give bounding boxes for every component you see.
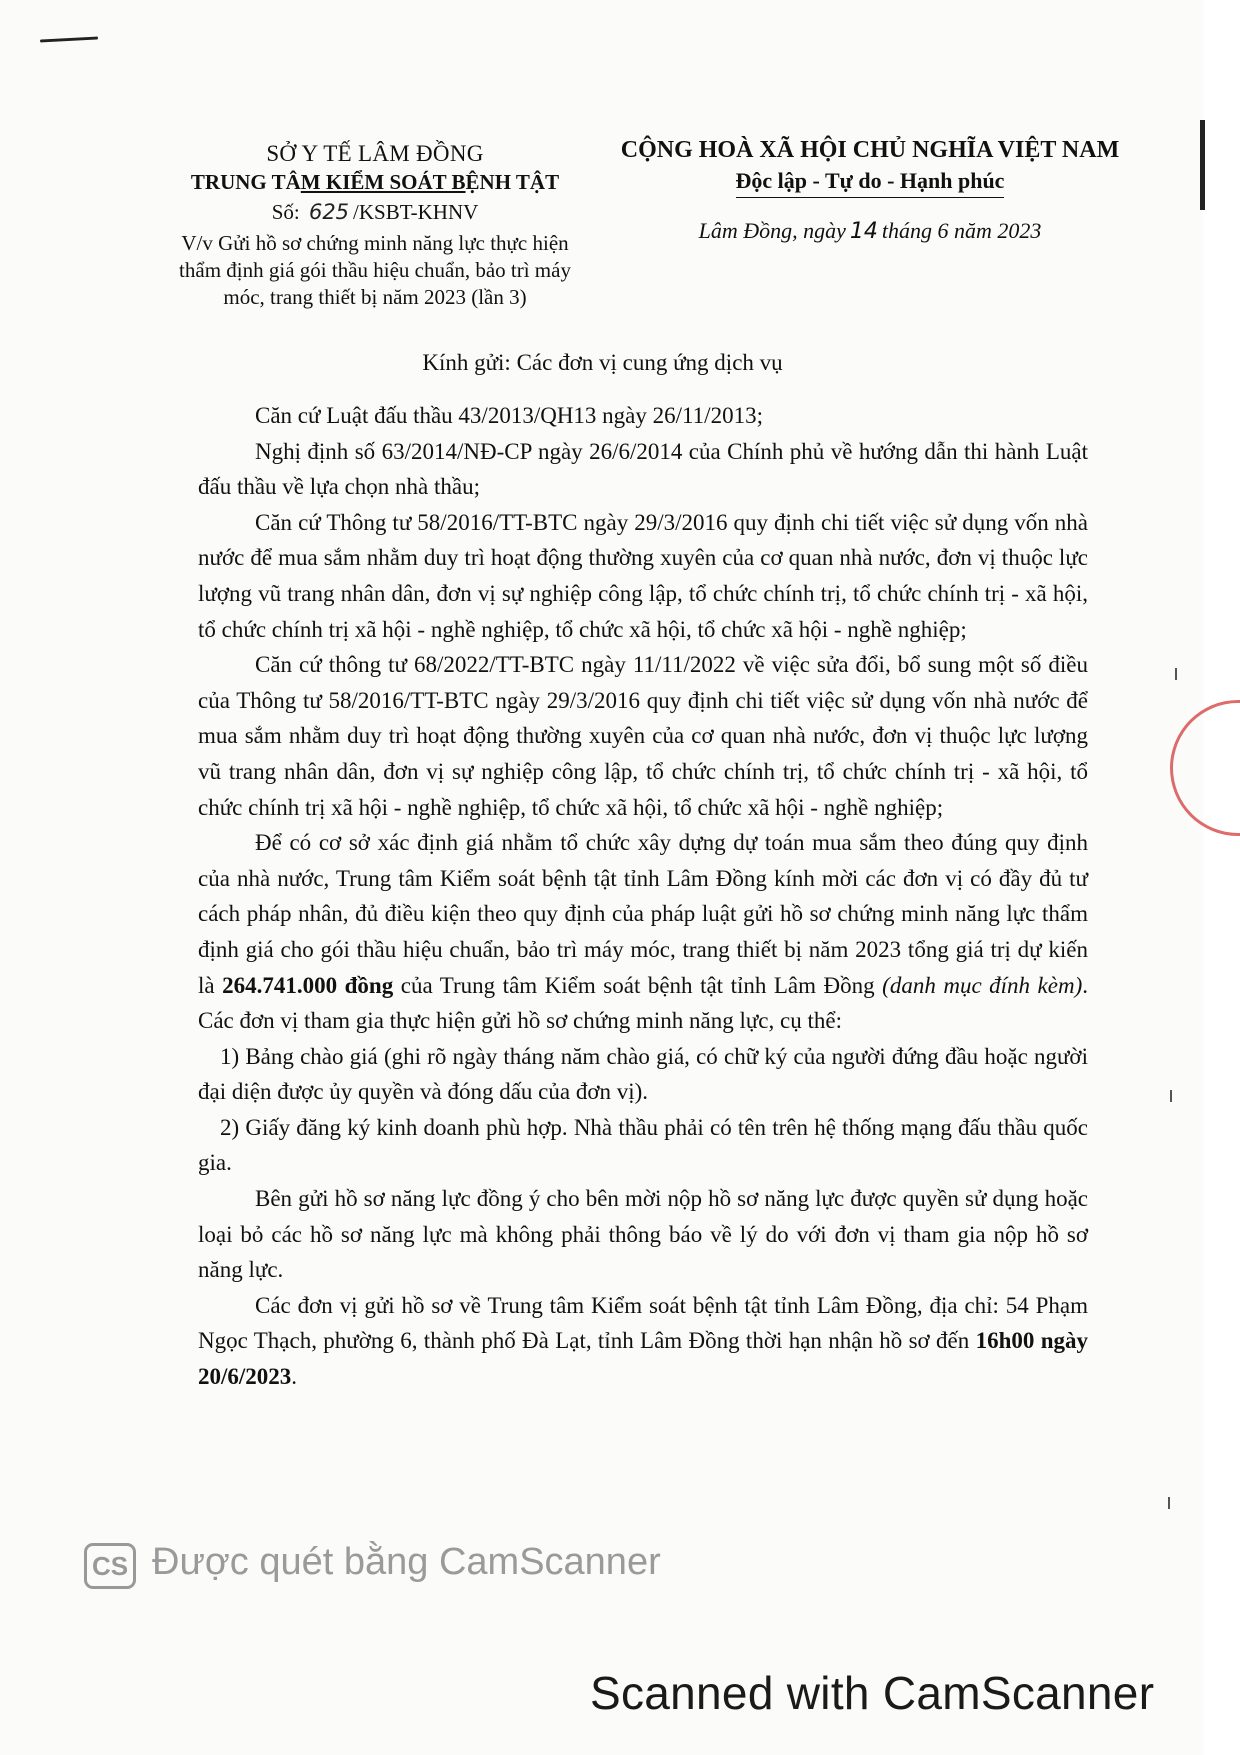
paragraph-rights: Bên gửi hồ sơ năng lực đồng ý cho bên mời nộp hồ sơ năng lực được quyền sử dụng hoặc loại bỏ các hồ sơ năng lực mà không phải thông báo về lý do với đơn vị tham gia nộp hồ sơ năng lực. bbox=[198, 1186, 1088, 1283]
document-number-suffix: /KSBT-KHNV bbox=[353, 200, 479, 224]
paragraph-legal-basis-1: Căn cứ Luật đấu thầu 43/2013/QH13 ngày 26/11/2013; bbox=[255, 403, 763, 428]
attachment-note: (danh mục đính kèm) bbox=[882, 972, 1083, 998]
submission-text: Các đơn vị gửi hồ sơ về Trung tâm Kiểm soát bệnh tật tỉnh Lâm Đồng, địa chỉ: 54 Phạm Ngọc Thạch, phường 6, thành phố Đà Lạt, tỉnh Lâm Đồng thời hạn nhận hồ sơ đến bbox=[198, 1292, 1088, 1354]
paragraph-submission bbox=[198, 1288, 1088, 1395]
issuing-center-part: TRUNG TÂ bbox=[190, 170, 301, 194]
letter-body bbox=[198, 398, 1088, 1395]
country-name: CỘNG HOÀ XÃ HỘI CHỦ NGHĨA VIỆT NAM bbox=[620, 137, 1120, 163]
issue-date-prefix: Lâm Đồng, ngày bbox=[698, 218, 846, 243]
paragraph-invitation bbox=[198, 825, 1088, 1039]
scan-speck bbox=[1175, 668, 1177, 680]
invitation-text: . Các đơn vị tham gia thực hiện gửi hồ sơ chứng minh năng lực, cụ thể: bbox=[198, 972, 1088, 1034]
camscanner-logo-icon: CS bbox=[84, 1543, 136, 1589]
issue-date-suffix: tháng 6 năm 2023 bbox=[881, 218, 1042, 243]
issuing-center-part: M KIỂM SOÁT B bbox=[300, 170, 466, 194]
document-number-label: Số: bbox=[271, 200, 300, 224]
issuing-center-part: ỆNH TẬT bbox=[465, 170, 560, 194]
scan-edge-bar bbox=[1200, 120, 1205, 210]
paragraph-legal-basis-4: Căn cứ thông tư 68/2022/TT-BTC ngày 11/11/2022 về việc sửa đổi, bổ sung một số điều của Thông tư 58/2016/TT-BTC ngày 29/3/2016 quy định chi tiết việc sử dụng vốn nhà nước để mua sắm nhằm duy trì hoạt động thường xuyên của cơ quan nhà nước, đơn vị thuộc lực lượng vũ trang nhân dân, đơn vị sự nghiệp công lập, tổ chức chính trị, tổ chức chính trị - xã hội, tổ chức chính trị xã hội - nghề nghiệp, tổ chức xã hội, tổ chức xã hội - nghề nghiệp; bbox=[198, 652, 1088, 820]
subject-line: V/v Gửi hồ sơ chứng minh năng lực thực hiện thẩm định giá gói thầu hiệu chuẩn, bảo trì máy móc, trang thiết bị năm 2023 (lần 3) bbox=[179, 231, 571, 309]
scan-speck bbox=[1168, 1497, 1170, 1509]
document-number-handwritten: 625 bbox=[308, 200, 350, 224]
camscanner-footer: Scanned with CamScanner bbox=[590, 1667, 1155, 1719]
submission-text: . bbox=[291, 1364, 298, 1390]
parent-agency: SỞ Y TẾ LÂM ĐỒNG bbox=[266, 141, 484, 166]
addressee: Kính gửi: Các đơn vị cung ứng dịch vụ bbox=[422, 350, 783, 375]
issue-date-day-handwritten: 14 bbox=[849, 219, 878, 244]
issuer-block bbox=[165, 140, 585, 311]
invitation-text: của Trung tâm Kiểm soát bệnh tật tỉnh Lâm Đồng bbox=[393, 972, 883, 998]
estimated-amount: 264.741.000 đồng bbox=[222, 972, 394, 998]
scan-margin bbox=[1203, 0, 1240, 1755]
national-heading bbox=[610, 134, 1130, 244]
requirement-item-2: 2) Giấy đăng ký kinh doanh phù hợp. Nhà thầu phải có tên trên hệ thống mạng đấu thầu quốc gia. bbox=[198, 1114, 1088, 1176]
national-motto: Độc lập - Tự do - Hạnh phúc bbox=[736, 166, 1005, 198]
scan-speck bbox=[1170, 1090, 1172, 1102]
camscanner-watermark: Được quét bằng CamScanner bbox=[152, 1541, 661, 1583]
paragraph-legal-basis-3: Căn cứ Thông tư 58/2016/TT-BTC ngày 29/3/2016 quy định chi tiết việc sử dụng vốn nhà nước để mua sắm nhằm duy trì hoạt động thường xuyên của cơ quan nhà nước, đơn vị thuộc lực lượng vũ trang nhân dân, đơn vị sự nghiệp công lập, tổ chức chính trị, tổ chức chính trị - xã hội, tổ chức chính trị xã hội - nghề nghiệp, tổ chức xã hội, tổ chức xã hội - nghề nghiệp; bbox=[198, 509, 1088, 642]
submission-deadline: 16h00 ngày 20/6/2023 bbox=[198, 1328, 1088, 1390]
requirement-item-1: 1) Bảng chào giá (ghi rõ ngày tháng năm chào giá, có chữ ký của người đứng đầu hoặc người đại diện được ủy quyền và đóng dấu của đơn vị). bbox=[198, 1043, 1088, 1105]
invitation-text: Để có cơ sở xác định giá nhằm tổ chức xây dựng dự toán mua sắm theo đúng quy định của nhà nước, Trung tâm Kiểm soát bệnh tật tỉnh Lâm Đồng kính mời các đơn vị có đầy đủ tư cách pháp nhân, đủ điều kiện theo quy định của pháp luật gửi hồ sơ chứng minh năng lực thẩm định giá cho gói thầu hiệu chuẩn, bảo trì máy móc, trang thiết bị năm 2023 tổng giá trị dự kiến là bbox=[198, 830, 1088, 998]
paragraph-legal-basis-2: Nghị định số 63/2014/NĐ-CP ngày 26/6/2014 của Chính phủ về hướng dẫn thi hành Luật đấu thầu về lựa chọn nhà thầu; bbox=[198, 438, 1088, 500]
issue-date bbox=[610, 218, 1130, 244]
issuing-center bbox=[165, 168, 585, 196]
document-number bbox=[165, 198, 585, 226]
